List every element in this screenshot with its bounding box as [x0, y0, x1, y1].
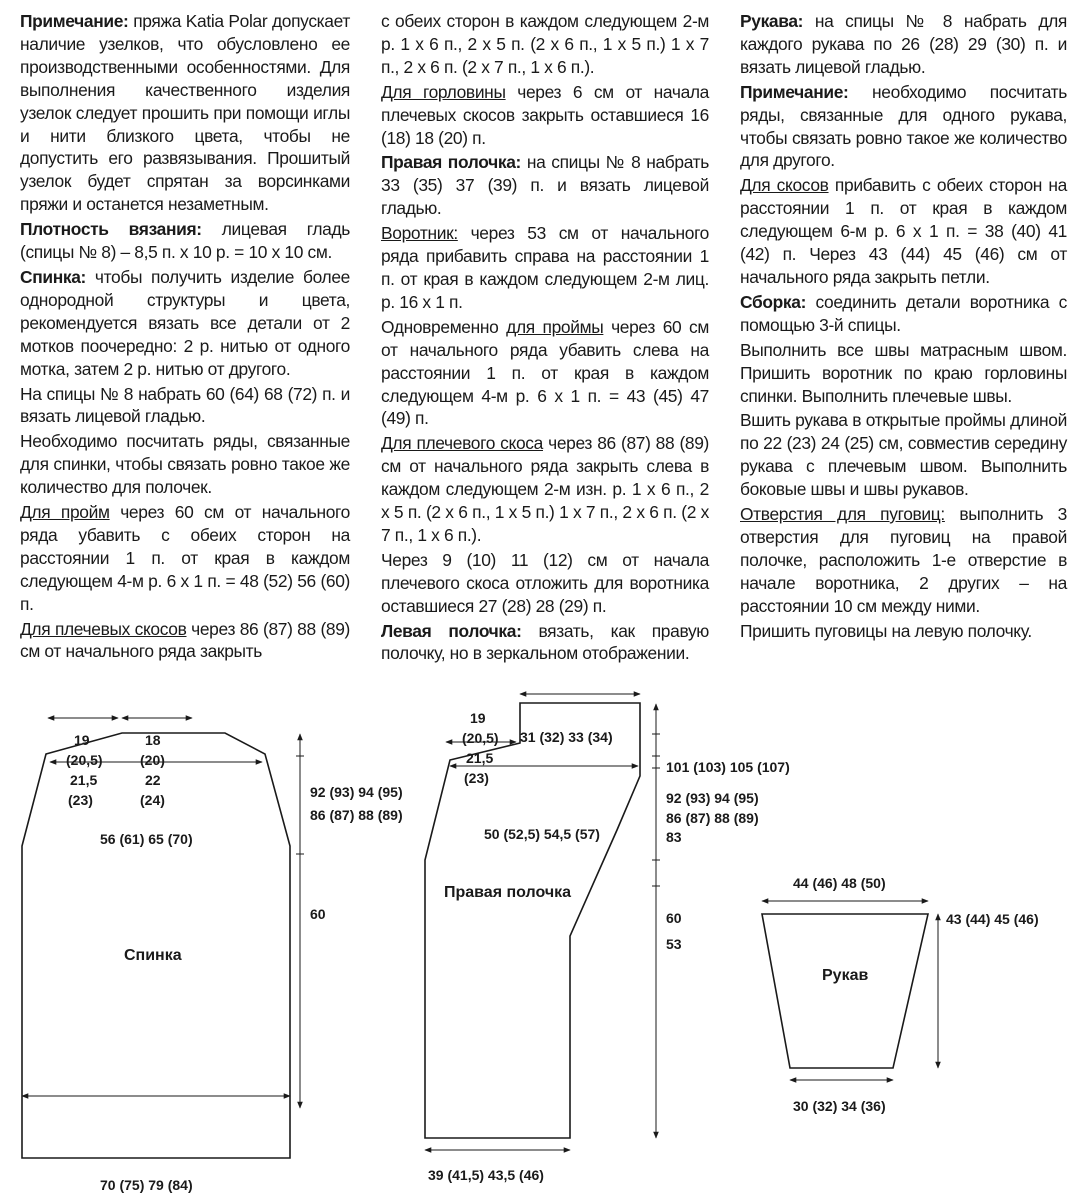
instruction-text: соединить детали воротника с помощью 3-й спицы. — [740, 291, 1067, 335]
col2-paragraph — [381, 432, 709, 547]
col3-paragraph — [740, 339, 1067, 408]
instruction-text: через 53 см от начального ряда прибавить справа на расстоянии 1 п. от края в каждом следующем 2-м лиц. р. 16 х 1 п. — [381, 223, 709, 312]
instruction-text: Через 9 (10) 11 (12) см от начала плечевого скоса отложить для воротника оставшиеся 27 (28) 28 (29) п. — [381, 549, 709, 616]
front-height-shoulder: 86 (87) 88 (89) — [666, 810, 759, 826]
back-bottom-dim: 70 (75) 79 (84) — [100, 1177, 193, 1193]
instruction-text: Пришить пуговицы на левую полочку. — [740, 620, 1032, 641]
instruction-text: с обеих сторон в каждом следующем 2-м р. 1 х 6 п., 2 х 5 п. (2 х 6 п., 1 х 5 п.) 1 х 7 п., 2 х 6 п. (2 х 7 п., 1 х 6 п.). — [381, 11, 709, 77]
section-heading: Рукава: — [740, 11, 804, 31]
text-column-1 — [20, 10, 350, 665]
front-height-armhole: 60 — [666, 910, 682, 926]
instruction-text: пряжа Katia Polar допускает наличие узелков, что обусловлено ее производственными особенностями. Для выполнения качественного изделия узелок следует прошить при помощи иглы и нити близкого цвета, чтобы не допустить его развязывания. Прошитый узелок будет спрятан за ворсинками пряжи и останется незаметным. — [20, 11, 350, 215]
back-label: Спинка — [124, 947, 182, 964]
front-bottom-dim: 39 (41,5) 43,5 (46) — [428, 1167, 544, 1183]
back-neck-1: 18 — [145, 732, 161, 748]
instruction-text: на спицы № 8 набрать 33 (35) 37 (39) п. и вязать лицевой гладью. — [381, 152, 709, 219]
front-height-83: 83 — [666, 829, 682, 845]
back-chest-dim: 56 (61) 65 (70) — [100, 831, 193, 847]
col3-paragraph — [740, 174, 1067, 289]
sleeve-piece-outline — [762, 914, 928, 1068]
back-shoulder-4: (23) — [68, 792, 93, 808]
instruction-text: через 6 см от начала плечевых скосов закрыть оставшиеся 16 (18) 18 (20) п. — [381, 81, 710, 148]
col2-paragraph — [381, 10, 709, 79]
col3-paragraph — [740, 291, 1067, 337]
instruction-text: чтобы получить изделие более однородной структуры и цвета, рекомендуется вязать все детали от 2 мотков поочередно: 2 р. нитью от одного мотка, затем 2 р. нитью от другого. — [20, 266, 350, 379]
back-shoulder-1: 19 — [74, 732, 90, 748]
section-heading: Примечание: — [740, 81, 849, 102]
col3-paragraph — [740, 503, 1067, 618]
sleeve-height-dim: 43 (44) 45 (46) — [946, 911, 1039, 927]
instruction-text: выполнить 3 отверстия для пуговиц на правой полочке, расположить 1-е отверстие в начале воротника, 2 других – на расстоянии 10 см между ними. — [740, 504, 1068, 616]
sleeve-bottom-dim: 30 (32) 34 (36) — [793, 1098, 886, 1114]
section-heading: Примечание: — [20, 11, 129, 31]
instruction-text: На спицы № 8 набрать 60 (64) 68 (72) п. и вязать лицевой гладью. — [20, 383, 350, 427]
back-neck-2: (20) — [140, 752, 165, 768]
col1-paragraph — [20, 430, 350, 499]
col2-paragraph — [381, 620, 709, 666]
front-chest-dim: 50 (52,5) 54,5 (57) — [484, 826, 600, 842]
front-height-53: 53 — [666, 936, 682, 952]
subsection-heading: Отверстия для пуговиц: — [740, 504, 945, 525]
col1-paragraph — [20, 501, 350, 616]
col3-paragraph — [740, 409, 1067, 501]
front-shoulder-4: (23) — [464, 770, 489, 786]
pattern-diagram — [0, 690, 1083, 1200]
instruction-text: через 60 см от начального ряда убавить слева на расстоянии 1 п. от края в каждом следующем 4-м р. 6 х 1 п. = 43 (45) 47 (49) п. — [381, 316, 709, 429]
section-heading: Сборка: — [740, 291, 807, 312]
col3-paragraph — [740, 10, 1067, 79]
back-height-top: 92 (93) 94 (95) — [310, 784, 403, 800]
subsection-heading: Воротник: — [381, 223, 458, 244]
col1-paragraph — [20, 266, 350, 381]
instruction-text: через 86 (87) 88 (89) см от начального ряда закрыть слева в каждом следующем 2-м изн. р. 1 х 6 п., 2 х 5 п. (2 х 6 п., 1 х 5 п.) 1 х 7 п., 2 х 6 п. (2 х 7 п., 1 х 6 п.). — [381, 433, 709, 545]
instruction-text: Одновременно — [381, 316, 507, 337]
front-shoulder-3: 21,5 — [466, 750, 494, 766]
subsection-heading: Для горловины — [381, 81, 506, 102]
back-neck-3: 22 — [145, 772, 161, 788]
section-heading: Плотность вязания: — [20, 219, 202, 240]
section-heading: Левая полочка: — [381, 620, 522, 641]
section-heading: Спинка: — [20, 266, 86, 287]
back-height-shoulder: 86 (87) 88 (89) — [310, 807, 403, 823]
back-height-armhole: 60 — [310, 906, 326, 922]
front-shoulder-1: 19 — [470, 710, 486, 726]
col2-paragraph — [381, 222, 709, 314]
instruction-text: Необходимо посчитать ряды, связанные для спинки, чтобы связать ровно такое же количество для полочек. — [20, 431, 350, 498]
subsection-heading: Для скосов — [740, 175, 829, 196]
front-height-top: 92 (93) 94 (95) — [666, 790, 759, 806]
front-height-collar: 101 (103) 105 (107) — [666, 759, 790, 775]
back-shoulder-2: (20,5) — [66, 752, 103, 768]
instruction-text: Вшить рукава в открытые проймы длиной по 22 (23) 24 (25) см, совместив середину рукава с плечевым швом. Выполнить боковые швы и швы рукавов. — [740, 410, 1067, 500]
col3-paragraph — [740, 620, 1067, 643]
back-neck-4: (24) — [140, 792, 165, 808]
text-column-3 — [740, 10, 1067, 644]
front-collar-dim: 31 (32) 33 (34) — [520, 729, 613, 745]
col1-paragraph — [20, 618, 350, 664]
front-piece-outline — [425, 703, 640, 1138]
sleeve-top-dim: 44 (46) 48 (50) — [793, 875, 886, 891]
col1-paragraph — [20, 10, 350, 216]
section-heading: Правая полочка: — [381, 152, 521, 173]
front-shoulder-2: (20,5) — [462, 730, 499, 746]
col1-paragraph — [20, 218, 350, 264]
front-label: Правая полочка — [444, 884, 572, 901]
back-shoulder-3: 21,5 — [70, 772, 98, 788]
subsection-heading: Для плечевых скосов — [20, 618, 187, 639]
sleeve-label: Рукав — [822, 967, 869, 984]
col2-paragraph — [381, 316, 709, 431]
subsection-heading: Для плечевого скоса — [381, 433, 543, 454]
instruction-text: через 60 см от начального ряда убавить с обеих сторон на расстоянии 1 п. от края в каждом следующем 4-м р. 6 х 1 п. = 48 (52) 56 (60) п. — [20, 502, 350, 614]
col1-paragraph — [20, 383, 350, 429]
col2-paragraph — [381, 81, 709, 150]
col2-paragraph — [381, 151, 709, 220]
instruction-text: Выполнить все швы матрасным швом. Пришить воротник по краю горловины спинки. Выполнить плечевые швы. — [740, 339, 1067, 406]
instruction-text: лицевая гладь (спицы № 8) – 8,5 п. х 10 р. = 10 х 10 см. — [20, 219, 350, 263]
instruction-text: вязать, как правую полочку, но в зеркальном отображении. — [381, 620, 709, 664]
text-column-2 — [381, 10, 709, 667]
col3-paragraph — [740, 81, 1067, 173]
instruction-text: через 86 (87) 88 (89) см от начального ряда закрыть — [20, 618, 351, 662]
subsection-heading: для проймы — [506, 316, 604, 337]
instruction-text: необходимо посчитать ряды, связанные для одного рукава, чтобы связать ровно такое же количество для другого. — [740, 81, 1067, 171]
subsection-heading: Для пройм — [20, 502, 110, 523]
instruction-text: на спицы № 8 набрать для каждого рукава по 26 (28) 29 (30) п. и вязать лицевой гладью. — [740, 11, 1067, 77]
col2-paragraph — [381, 549, 709, 618]
instruction-text: прибавить с обеих сторон на расстоянии 1 п. от края в каждом следующем 6-м р. 6 х 1 п. = 38 (40) 41 (42) п. Через 43 (44) 45 (46) см от начального ряда закрыть петли. — [740, 175, 1067, 287]
